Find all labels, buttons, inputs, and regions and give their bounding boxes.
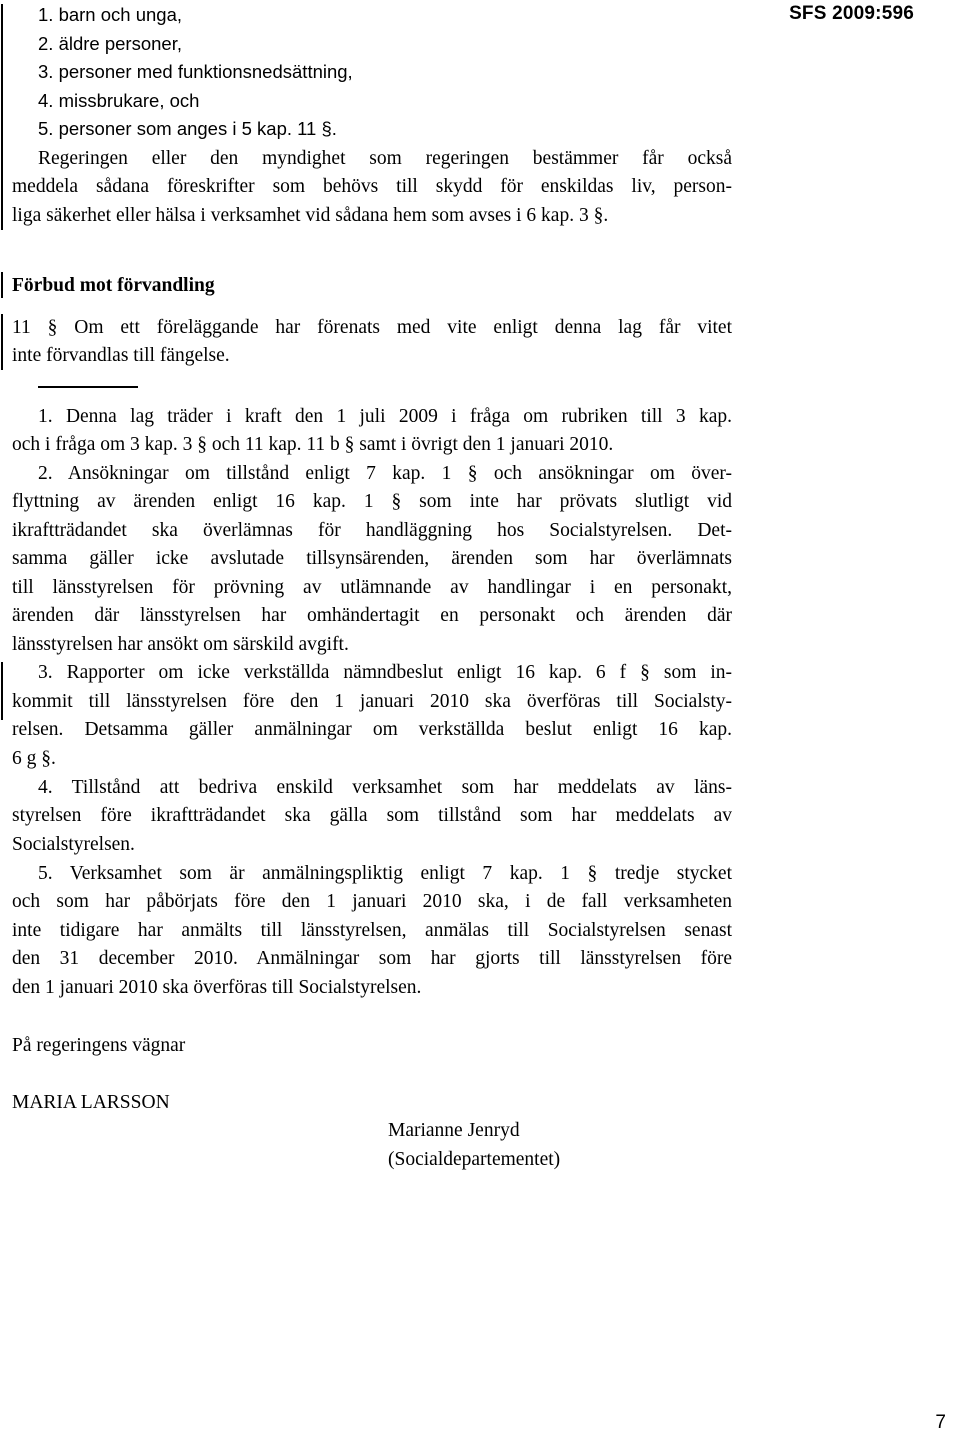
transitional-line: styrelsen före ikraftträdandet ska gälla som tillstånd som har meddelats av [12, 805, 732, 826]
transitional-line: relsen. Detsamma gäller anmälningar om verkställda beslut enligt 16 kap. [12, 719, 732, 740]
change-bar [1, 314, 3, 370]
list-item: 3. personer med funktionsnedsättning, [38, 61, 353, 82]
section-heading: Förbud mot förvandling [12, 275, 215, 296]
change-bar [1, 272, 3, 298]
transitional-line: 1. Denna lag träder i kraft den 1 juli 2009 i fråga om rubriken till 3 kap. [38, 406, 732, 427]
paragraph-line: meddela sådana föreskrifter som behövs till skydd för enskildas liv, person- [12, 176, 732, 197]
transitional-line: den 1 januari 2010 ska överföras till Socialstyrelsen. [12, 977, 422, 998]
transitional-line: den 31 december 2010. Anmälningar som har gjorts till länsstyrelsen före [12, 948, 732, 969]
paragraph-line: liga säkerhet eller hälsa i verksamhet vid sådana hem som avses i 6 kap. 3 §. [12, 205, 609, 226]
change-bar [1, 4, 3, 230]
page-number: 7 [935, 1412, 946, 1433]
transitional-line: till länsstyrelsen för prövning av utlämnande av handlingar i en personakt, [12, 577, 732, 598]
document-id: SFS 2009:596 [789, 3, 914, 24]
section-paragraph-line: 11 § Om ett föreläggande har förenats med vite enligt denna lag får vitet [12, 317, 732, 338]
list-item: 4. missbrukare, och [38, 90, 200, 111]
paragraph-line: Regeringen eller den myndighet som regeringen bestämmer får också [38, 148, 732, 169]
signature-official: Marianne Jenryd [388, 1120, 520, 1141]
signature-department: (Socialdepartementet) [388, 1149, 561, 1170]
transitional-line: Socialstyrelsen. [12, 834, 135, 855]
transitional-line: flyttning av ärenden enligt 16 kap. 1 § som inte har prövats slutligt vid [12, 491, 732, 512]
transitional-line: kommit till länsstyrelsen före den 1 januari 2010 ska överföras till Socialsty- [12, 691, 732, 712]
section-paragraph-line: inte förvandlas till fängelse. [12, 345, 230, 366]
signature-intro: På regeringens vägnar [12, 1035, 186, 1056]
transitional-line: ärenden där länsstyrelsen har omhändertagit en personakt och ärenden där [12, 605, 732, 626]
transitional-line: samma gäller icke avslutade tillsynsärenden, ärenden som har överlämnats [12, 548, 732, 569]
transitional-line: och som har påbörjats före den 1 januari 2010 ska, i de fall verksamheten [12, 891, 732, 912]
transitional-line: 3. Rapporter om icke verkställda nämndbeslut enligt 16 kap. 6 f § som in- [38, 662, 732, 683]
transitional-line: ikraftträdandet ska överlämnas för handläggning hos Socialstyrelsen. Det- [12, 520, 732, 541]
footnote-divider [38, 386, 138, 388]
list-item: 1. barn och unga, [38, 4, 182, 25]
transitional-line: 6 g §. [12, 748, 56, 769]
transitional-line: 4. Tillstånd att bedriva enskild verksamhet som har meddelats av läns- [38, 777, 732, 798]
signature-minister: MARIA LARSSON [12, 1092, 170, 1113]
change-bar [1, 662, 3, 720]
transitional-line: 2. Ansökningar om tillstånd enligt 7 kap. 1 § och ansökningar om över- [38, 463, 732, 484]
transitional-line: och i fråga om 3 kap. 3 § och 11 kap. 11 b § samt i övrigt den 1 januari 2010. [12, 434, 614, 455]
list-item: 5. personer som anges i 5 kap. 11 §. [38, 118, 337, 139]
transitional-line: 5. Verksamhet som är anmälningspliktig enligt 7 kap. 1 § tredje stycket [38, 863, 732, 884]
list-item: 2. äldre personer, [38, 33, 182, 54]
transitional-line: inte tidigare har anmälts till länsstyrelsen, anmälas till Socialstyrelsen senast [12, 920, 732, 941]
transitional-line: länsstyrelsen har ansökt om särskild avgift. [12, 634, 349, 655]
